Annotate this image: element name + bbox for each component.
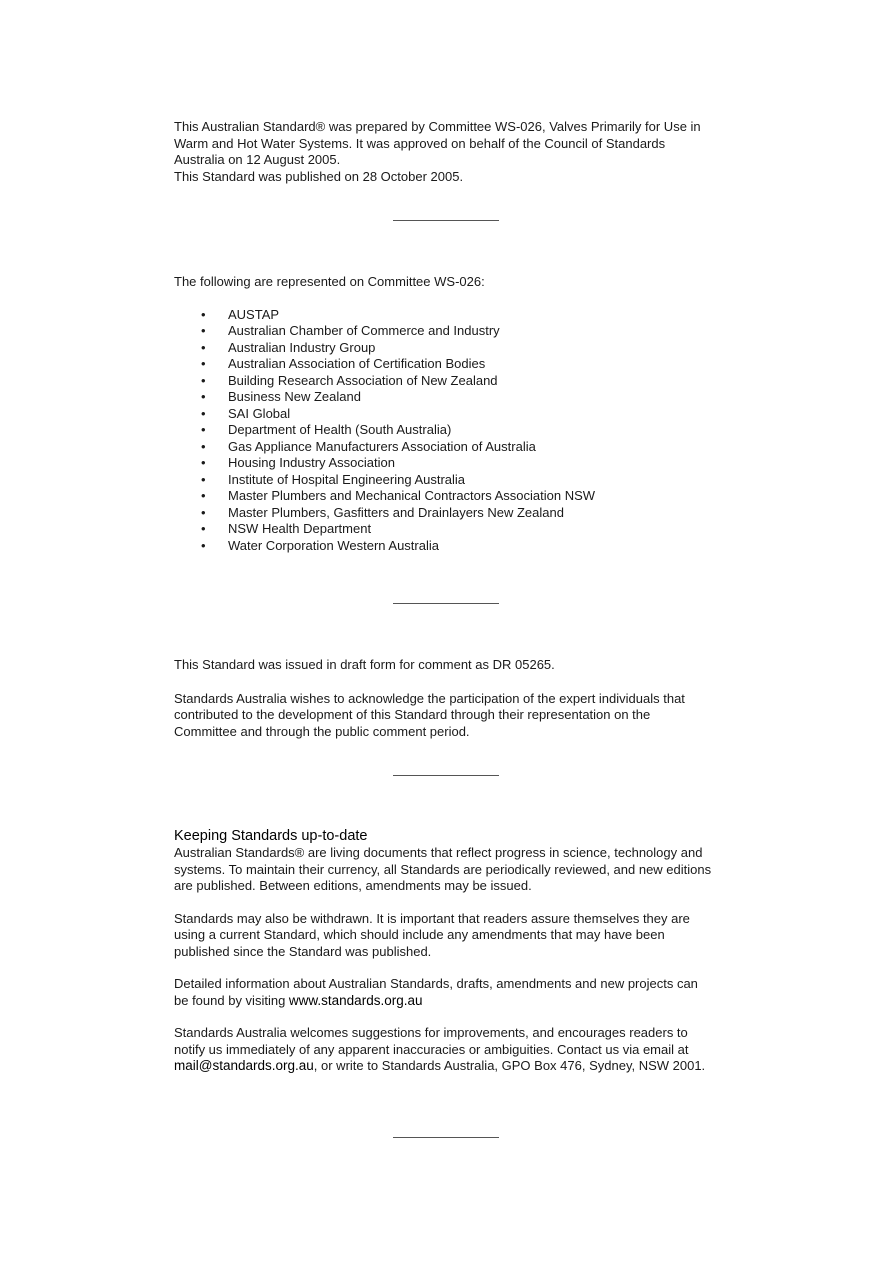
bullet-icon: • bbox=[201, 471, 206, 487]
section-divider-1 bbox=[393, 220, 499, 221]
draft-line: This Standard was issued in draft form for comment as DR 05265. bbox=[174, 657, 555, 672]
list-item bbox=[174, 356, 734, 373]
list-item bbox=[174, 521, 734, 538]
list-item bbox=[174, 389, 734, 406]
bullet-icon: • bbox=[201, 356, 206, 371]
bullet-icon: • bbox=[201, 488, 206, 503]
p3-line-2-prefix: be found by visiting bbox=[174, 992, 289, 1008]
bullet-icon: • bbox=[201, 306, 206, 322]
intro-line-1: This Australian Standard® was prepared by Committee WS-026, Valves Primarily for Use in bbox=[174, 119, 701, 134]
bullet-icon: • bbox=[201, 339, 206, 355]
list-item bbox=[174, 406, 734, 423]
list-item bbox=[174, 505, 734, 522]
member-name: Business New Zealand bbox=[228, 389, 361, 404]
paragraph-withdrawn bbox=[174, 911, 734, 961]
ack-line-3: Committee and through the public comment period. bbox=[174, 723, 470, 739]
p4-line-1: Standards Australia welcomes suggestions for improvements, and encourages readers to bbox=[174, 1025, 688, 1040]
member-name: Master Plumbers and Mechanical Contractors Association NSW bbox=[228, 488, 596, 503]
section-divider-3 bbox=[393, 775, 499, 776]
p2-line-3: published since the Standard was published. bbox=[174, 943, 432, 959]
list-item bbox=[174, 439, 734, 456]
p4-line-3 bbox=[174, 1058, 734, 1075]
member-name: Master Plumbers, Gasfitters and Drainlayers New Zealand bbox=[228, 504, 564, 520]
list-item bbox=[174, 323, 734, 340]
member-name: AUSTAP bbox=[228, 306, 280, 322]
draft-section bbox=[174, 657, 734, 740]
p2-line-2: using a current Standard, which should include any amendments that may have been bbox=[174, 927, 665, 942]
list-item bbox=[174, 340, 734, 357]
member-name: Housing Industry Association bbox=[228, 455, 395, 470]
paragraph-suggestions bbox=[174, 1025, 734, 1075]
email-link[interactable]: mail@standards.org.au bbox=[174, 1058, 314, 1073]
ack-line-2: contributed to the development of this Standard through their representation on the bbox=[174, 707, 651, 722]
member-name: Australian Industry Group bbox=[228, 339, 376, 355]
member-name: Water Corporation Western Australia bbox=[228, 537, 439, 553]
member-name: Gas Appliance Manufacturers Association of Australia bbox=[228, 438, 536, 454]
bullet-icon: • bbox=[201, 389, 206, 404]
p1-line-2: systems. To maintain their currency, all Standards are periodically reviewed, and new editions bbox=[174, 861, 712, 877]
bullet-icon: • bbox=[201, 455, 206, 470]
section-divider-4 bbox=[393, 1137, 499, 1138]
bullet-icon: • bbox=[201, 372, 206, 388]
intro-line-2: Warm and Hot Water Systems. It was approved on behalf of the Council of Standards bbox=[174, 135, 666, 151]
list-item bbox=[174, 307, 734, 324]
bullet-icon: • bbox=[201, 504, 206, 520]
list-item bbox=[174, 422, 734, 439]
p1-line-3: are published. Between editions, amendments may be issued. bbox=[174, 878, 532, 893]
p4-line-2: notify us immediately of any apparent inaccuracies or ambiguities. Contact us via email at bbox=[174, 1041, 689, 1057]
p2-line-1: Standards may also be withdrawn. It is important that readers assure themselves they are bbox=[174, 910, 690, 926]
bullet-icon: • bbox=[201, 537, 206, 553]
intro-section bbox=[174, 119, 734, 185]
bullet-icon: • bbox=[201, 405, 206, 421]
member-name: Building Research Association of New Zealand bbox=[228, 372, 498, 388]
paragraph-detailed-info bbox=[174, 976, 734, 1009]
member-name: Institute of Hospital Engineering Australia bbox=[228, 471, 466, 487]
committee-member-list bbox=[174, 307, 734, 555]
list-item bbox=[174, 488, 734, 505]
section-divider-2 bbox=[393, 603, 499, 604]
p3-line-2 bbox=[174, 993, 734, 1010]
member-name: SAI Global bbox=[228, 405, 291, 421]
website-link[interactable]: www.standards.org.au bbox=[288, 992, 423, 1008]
member-name: Australian Association of Certification Bodies bbox=[228, 356, 486, 371]
list-item bbox=[174, 538, 734, 555]
bullet-icon: • bbox=[201, 323, 206, 338]
uptodate-section bbox=[174, 827, 734, 1075]
acknowledgement-paragraph bbox=[174, 691, 734, 741]
bullet-icon: • bbox=[201, 422, 206, 437]
p3-line-1: Detailed information about Australian Standards, drafts, amendments and new projects can bbox=[174, 976, 698, 991]
list-item bbox=[174, 373, 734, 390]
p4-line-3-suffix: , or write to Standards Australia, GPO Box 476, Sydney, NSW 2001. bbox=[313, 1058, 706, 1073]
committee-section bbox=[174, 274, 734, 554]
member-name: Department of Health (South Australia) bbox=[228, 422, 452, 437]
member-name: Australian Chamber of Commerce and Industry bbox=[228, 323, 500, 338]
bullet-icon: • bbox=[201, 521, 206, 536]
committee-heading: The following are represented on Committee WS-026: bbox=[174, 274, 485, 289]
section-heading: Keeping Standards up-to-date bbox=[174, 828, 368, 844]
list-item bbox=[174, 455, 734, 472]
member-name: NSW Health Department bbox=[228, 521, 372, 536]
bullet-icon: • bbox=[201, 438, 206, 454]
paragraph-living-documents bbox=[174, 845, 734, 895]
intro-line-3: Australia on 12 August 2005. bbox=[174, 152, 341, 167]
ack-line-1: Standards Australia wishes to acknowledge the participation of the expert individuals that bbox=[174, 690, 685, 706]
publication-date-line: This Standard was published on 28 October 2005. bbox=[174, 168, 464, 184]
p1-line-1: Australian Standards® are living documents that reflect progress in science, technology and bbox=[174, 845, 703, 860]
list-item bbox=[174, 472, 734, 489]
